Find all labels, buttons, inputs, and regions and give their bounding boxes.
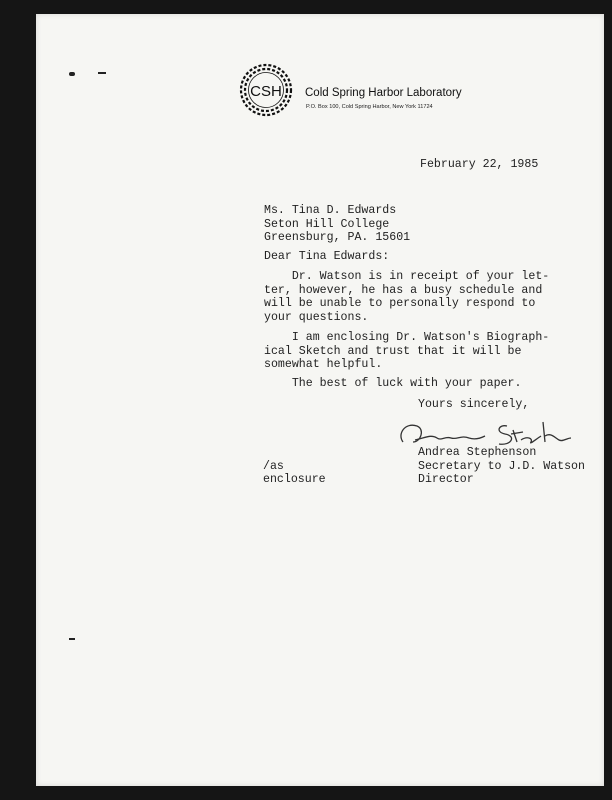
paragraph-2-line-2: ical Sketch and trust that it will be	[264, 344, 522, 358]
paragraph-2-line-1: I am enclosing Dr. Watson's Biograph-	[264, 331, 550, 344]
recipient-line-2: Seton Hill College	[264, 217, 390, 231]
paragraph-1-line-2: ter, however, he has a busy schedule and	[264, 283, 543, 297]
csh-logo-icon	[238, 62, 294, 118]
signer-name: Andrea Stephenson	[418, 446, 537, 459]
salutation: Dear Tina Edwards:	[264, 250, 390, 263]
logo-text: CSH	[250, 83, 282, 100]
signer-role: Director	[418, 473, 474, 487]
signer-title: Secretary to J.D. Watson	[418, 459, 585, 473]
paragraph-3: The best of luck with your paper.	[264, 377, 522, 390]
paragraph-1-line-1: Dr. Watson is in receipt of your let-	[264, 270, 550, 283]
margin-mark	[69, 72, 75, 76]
margin-mark	[98, 72, 106, 74]
typist-initials: /as	[263, 459, 284, 473]
letter-date: February 22, 1985	[420, 158, 539, 171]
organization-name: Cold Spring Harbor Laboratory	[305, 87, 462, 99]
closing: Yours sincerely,	[418, 398, 530, 411]
recipient-line-3: Greensburg, PA. 15601	[264, 231, 411, 245]
paragraph-2-line-3: somewhat helpful.	[264, 358, 383, 372]
organization-address: P.O. Box 100, Cold Spring Harbor, New York 11724	[306, 104, 433, 110]
recipient-line-1: Ms. Tina D. Edwards	[264, 204, 397, 217]
enclosure-notation: enclosure	[263, 473, 326, 487]
margin-mark	[69, 638, 75, 640]
paragraph-1-line-3: will be unable to personally respond to	[264, 297, 536, 311]
paragraph-1-line-4: your questions.	[264, 310, 369, 324]
